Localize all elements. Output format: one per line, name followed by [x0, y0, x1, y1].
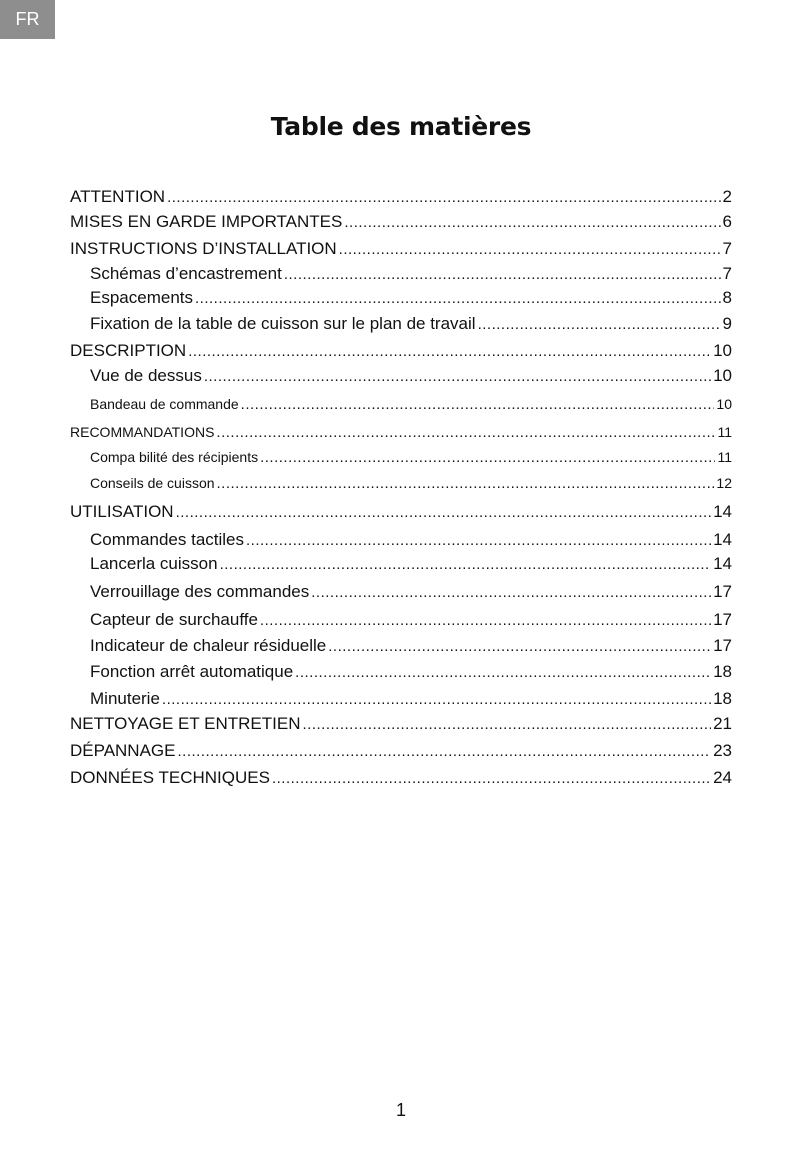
- dot-leader: [241, 394, 715, 415]
- toc-entry-page: 7: [722, 239, 732, 258]
- dot-leader: [204, 366, 711, 387]
- dot-leader: [246, 530, 711, 551]
- language-tab: FR: [0, 0, 55, 39]
- dot-leader: [188, 341, 711, 362]
- dot-leader: [162, 689, 711, 710]
- dot-leader: [167, 187, 720, 208]
- dot-leader: [178, 741, 712, 762]
- toc-entry-label: Schémas d’encastrement: [90, 264, 282, 283]
- toc-entry-page: 10: [713, 341, 732, 360]
- toc-entry-page: 17: [713, 636, 732, 655]
- toc-entry[interactable]: [70, 341, 732, 362]
- toc-entry-label: RECOMMANDATIONS: [70, 424, 215, 440]
- toc-entry[interactable]: [70, 662, 732, 683]
- toc-entry[interactable]: [70, 366, 732, 387]
- toc-entry[interactable]: [70, 714, 732, 735]
- toc-entry[interactable]: [70, 239, 732, 260]
- toc-entry-page: 17: [713, 610, 732, 629]
- toc-entry-label: DÉPANNAGE: [70, 741, 176, 760]
- toc-entry[interactable]: [70, 212, 732, 233]
- toc-entry-label: Conseils de cuisson: [90, 475, 215, 491]
- toc-entry[interactable]: [70, 610, 732, 631]
- toc-entry-page: 8: [722, 288, 732, 307]
- toc-entry[interactable]: [70, 264, 732, 285]
- toc-entry-page: 11: [717, 449, 732, 465]
- toc-entry-page: 14: [713, 502, 732, 521]
- toc-entry[interactable]: [70, 422, 732, 443]
- toc-entry-label: DONNÉES TECHNIQUES: [70, 768, 270, 787]
- dot-leader: [176, 502, 711, 523]
- toc-entry-label: Minuterie: [90, 689, 160, 708]
- dot-leader: [217, 473, 715, 494]
- toc-entry-label: DESCRIPTION: [70, 341, 187, 360]
- toc-entry-page: 21: [713, 714, 732, 733]
- toc-entry-page: 24: [713, 768, 732, 787]
- toc-entry[interactable]: [70, 288, 732, 309]
- page-title: Table des matières: [270, 112, 532, 141]
- toc-entry[interactable]: [70, 554, 732, 575]
- toc-entry-label: Verrouillage des commandes: [90, 582, 310, 601]
- toc-entry-page: 14: [713, 530, 732, 549]
- toc-entry-page: 11: [717, 424, 732, 440]
- toc-entry-label: Fixation de la table de cuisson sur le plan de travail: [90, 314, 476, 333]
- toc-entry[interactable]: [70, 447, 732, 468]
- toc-entry-page: 9: [722, 314, 732, 333]
- dot-leader: [295, 662, 711, 683]
- toc-entry-label: Fonction arrêt automatique: [90, 662, 294, 681]
- toc-entry[interactable]: [70, 394, 732, 415]
- dot-leader: [195, 288, 721, 309]
- toc-entry-label: Capteur de surchauffe: [90, 610, 258, 629]
- toc-entry-label: ATTENTION: [70, 187, 166, 206]
- toc-entry-page: 23: [713, 741, 732, 760]
- dot-leader: [328, 636, 711, 657]
- toc-entry[interactable]: [70, 187, 732, 208]
- toc-entry-page: 10: [713, 366, 732, 385]
- toc-entry[interactable]: [70, 768, 732, 789]
- toc-entry-label: MISES EN GARDE IMPORTANTES: [70, 212, 343, 231]
- toc-entry-label: Commandes tactiles: [90, 530, 245, 549]
- toc-entry[interactable]: [70, 530, 732, 551]
- dot-leader: [260, 447, 715, 468]
- dot-leader: [339, 239, 721, 260]
- toc-entry-page: 17: [713, 582, 732, 601]
- toc-entry-label: Compa bilité des récipients: [90, 449, 259, 465]
- toc-entry-page: 10: [716, 396, 732, 412]
- dot-leader: [478, 314, 721, 335]
- toc-entry[interactable]: [70, 689, 732, 710]
- dot-leader: [272, 768, 711, 789]
- toc-entry-label: NETTOYAGE ET ENTRETIEN: [70, 714, 301, 733]
- toc-entry[interactable]: [70, 741, 732, 762]
- toc-entry-label: Bandeau de commande: [90, 396, 239, 412]
- dot-leader: [311, 582, 711, 603]
- toc-entry-page: 12: [716, 475, 732, 491]
- dot-leader: [220, 554, 712, 575]
- toc-entry-page: 18: [713, 689, 732, 708]
- dot-leader: [216, 422, 715, 443]
- toc-entry-label: Vue de dessus: [90, 366, 202, 385]
- toc-entry-page: 2: [722, 187, 732, 206]
- toc-entry[interactable]: [70, 502, 732, 523]
- dot-leader: [260, 610, 711, 631]
- toc-entry[interactable]: [70, 314, 732, 335]
- page-number: 1: [395, 1100, 406, 1120]
- toc-entry-page: 6: [722, 212, 732, 231]
- toc-entry-label: UTILISATION: [70, 502, 174, 521]
- dot-leader: [284, 264, 721, 285]
- toc-entry[interactable]: [70, 636, 732, 657]
- toc-entry[interactable]: [70, 473, 732, 494]
- toc-entry-label: Indicateur de chaleur résiduelle: [90, 636, 327, 655]
- toc-entry-page: 14: [713, 554, 732, 573]
- toc-entry-page: 18: [713, 662, 732, 681]
- toc-entry[interactable]: [70, 582, 732, 603]
- toc-entry-label: Lancerla cuisson: [90, 554, 218, 573]
- toc-entry-label: INSTRUCTIONS D’INSTALLATION: [70, 239, 337, 258]
- dot-leader: [302, 714, 711, 735]
- toc-entry-page: 7: [722, 264, 732, 283]
- dot-leader: [344, 212, 720, 233]
- toc-entry-label: Espacements: [90, 288, 193, 307]
